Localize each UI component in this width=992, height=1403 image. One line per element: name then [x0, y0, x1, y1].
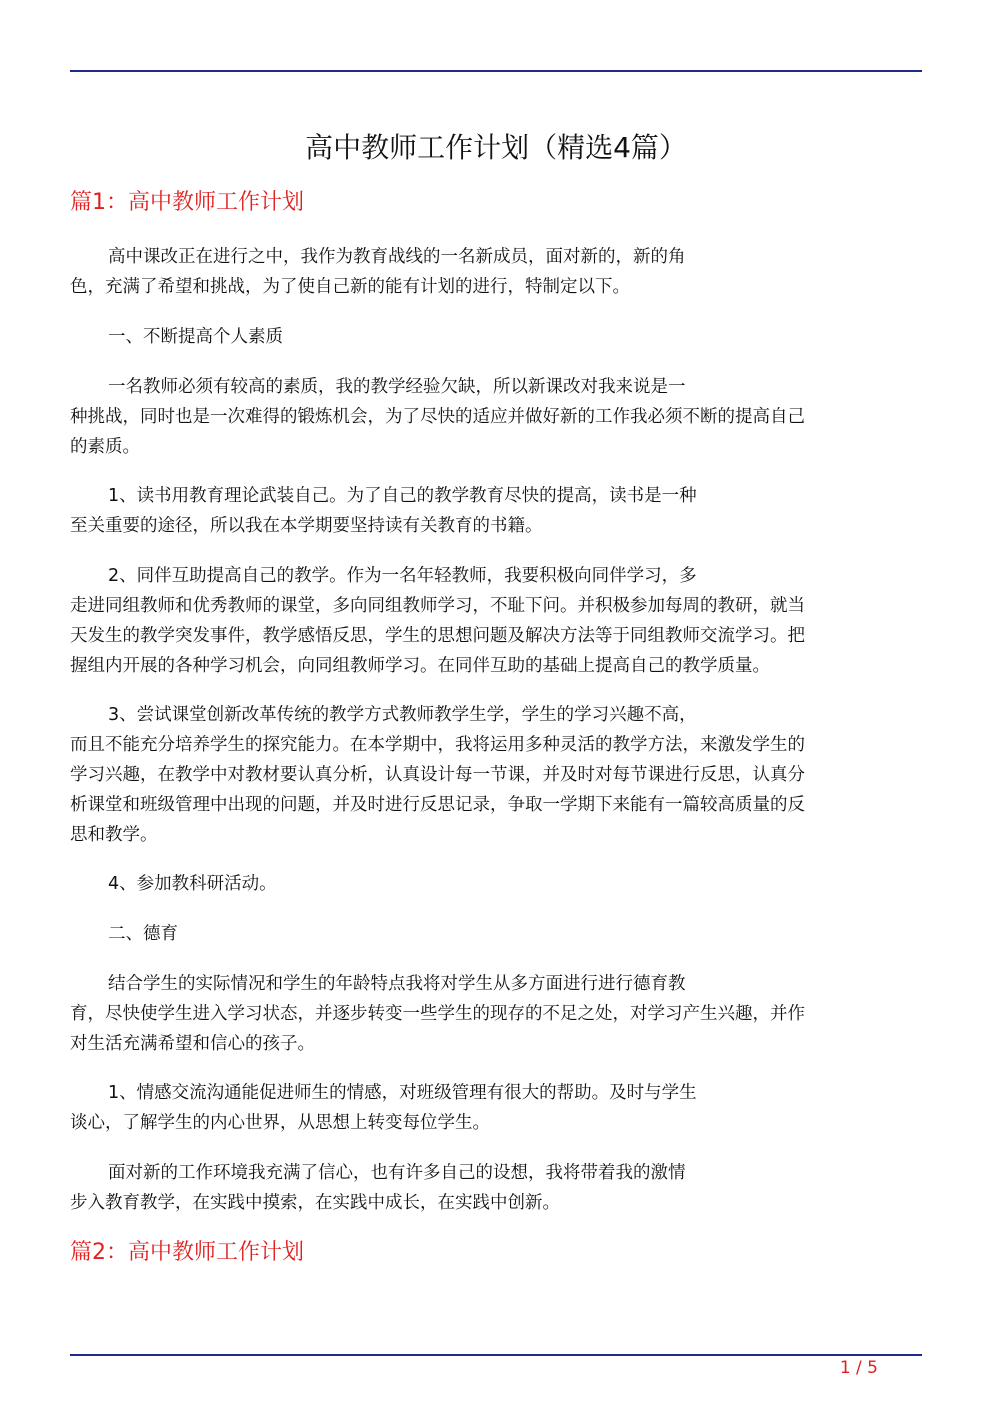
- paragraph-line: 学习兴趣，在教学中对教材要认真分析，认真设计每一节课，并及时对每节课进行反思，认真分: [70, 765, 805, 785]
- paragraph-line: 走进同组教师和优秀教师的课堂，多向同组教师学习，不耻下问。并积极参加每周的教研，就当: [70, 596, 805, 616]
- paragraph-line: 种挑战，同时也是一次难得的锻炼机会，为了尽快的适应并做好新的工作我必须不断的提高自己: [70, 407, 805, 427]
- header-rule: [70, 70, 922, 72]
- paragraph-line: 的素质。: [70, 437, 140, 457]
- paragraph-line: 握组内开展的各种学习机会，向同组教师学习。在同伴互助的基础上提高自己的教学质量。: [70, 656, 770, 676]
- paragraph-line: 色，充满了希望和挑战，为了使自己新的能有计划的进行，特制定以下。: [70, 277, 630, 297]
- paragraph-line: 面对新的工作环境我充满了信心，也有许多自己的设想，我将带着我的激情: [108, 1163, 686, 1183]
- paragraph-line: 而且不能充分培养学生的探究能力。在本学期中，我将运用多种灵活的教学方法，来激发学生的: [70, 735, 805, 755]
- paragraph-line: 思和教学。: [70, 825, 158, 845]
- paragraph-line: 二、德育: [108, 924, 178, 944]
- paragraph-line: 1、读书用教育理论武装自己。为了自己的教学教育尽快的提高，读书是一种: [108, 486, 697, 506]
- paragraph-line: 谈心，了解学生的内心世界，从思想上转变每位学生。: [70, 1113, 490, 1133]
- paragraph-line: 2、同伴互助提高自己的教学。作为一名年轻教师，我要积极向同伴学习，多: [108, 566, 697, 586]
- paragraph-line: 高中课改正在进行之中，我作为教育战线的一名新成员，面对新的，新的角: [108, 247, 686, 267]
- paragraph-line: 对生活充满希望和信心的孩子。: [70, 1034, 315, 1054]
- section-heading-1: 篇1：高中教师工作计划: [70, 190, 304, 215]
- paragraph-line: 3、尝试课堂创新改革传统的教学方式教师教学生学，学生的学习兴趣不高，: [108, 705, 697, 725]
- footer-rule: [70, 1354, 922, 1356]
- paragraph-line: 一名教师必须有较高的素质，我的教学经验欠缺，所以新课改对我来说是一: [108, 377, 686, 397]
- paragraph-line: 结合学生的实际情况和学生的年龄特点我将对学生从多方面进行进行德育教: [108, 974, 686, 994]
- page-title: 高中教师工作计划（精选4篇）: [305, 131, 687, 164]
- page-number: 1 / 5: [839, 1358, 878, 1378]
- section-heading-2: 篇2：高中教师工作计划: [70, 1240, 304, 1265]
- paragraph-line: 步入教育教学，在实践中摸索，在实践中成长，在实践中创新。: [70, 1193, 560, 1213]
- paragraph-line: 育，尽快使学生进入学习状态，并逐步转变一些学生的现存的不足之处，对学习产生兴趣，并作: [70, 1004, 805, 1024]
- paragraph-line: 析课堂和班级管理中出现的问题，并及时进行反思记录，争取一学期下来能有一篇较高质量的反: [70, 795, 805, 815]
- paragraph-line: 1、情感交流沟通能促进师生的情感，对班级管理有很大的帮助。及时与学生: [108, 1083, 697, 1103]
- paragraph-line: 一、不断提高个人素质: [108, 327, 283, 347]
- paragraph-line: 至关重要的途径，所以我在本学期要坚持读有关教育的书籍。: [70, 516, 543, 536]
- paragraph-line: 4、参加教科研活动。: [108, 874, 277, 894]
- paragraph-line: 天发生的教学突发事件，教学感悟反思，学生的思想问题及解决方法等于同组教师交流学习。把: [70, 626, 805, 646]
